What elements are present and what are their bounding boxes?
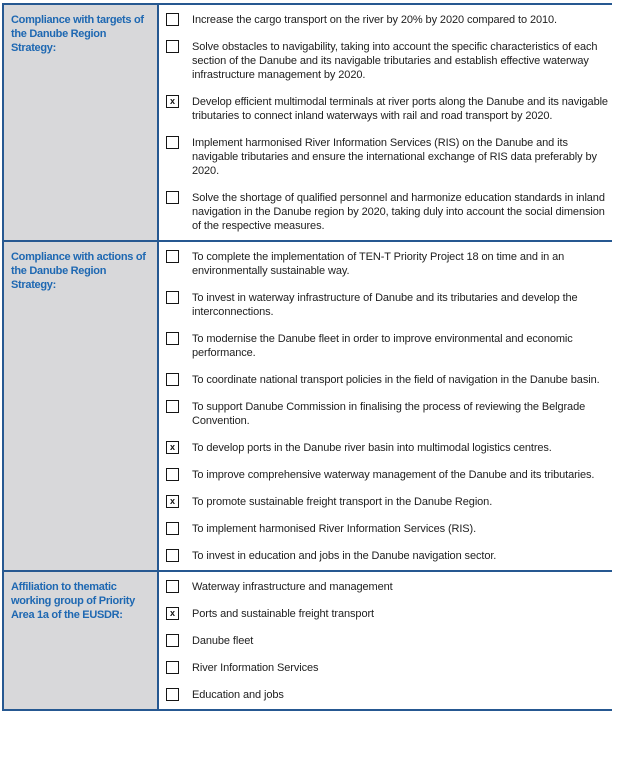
checkbox-checked[interactable] xyxy=(166,441,179,454)
checkbox-item-label: To invest in education and jobs in the Danube navigation sector. xyxy=(192,550,497,562)
checkbox-item-label: To coordinate national transport policies in the field of navigation in the Danube basin. xyxy=(192,374,600,386)
section-items xyxy=(159,5,614,240)
checkbox-item xyxy=(164,522,608,536)
checkbox-item-label: Solve obstacles to navigability, taking into account the specific characteristics of each section of the Danube and its navigable tributaries and establish effective waterway infrastructure management by 2020. xyxy=(192,41,598,81)
checkbox-item-label: To complete the implementation of TEN-T Priority Project 18 on time and in an environmentally sustainable way. xyxy=(192,251,565,277)
checkbox-checked[interactable] xyxy=(166,495,179,508)
checkbox-item xyxy=(164,688,608,702)
checkbox-unchecked[interactable] xyxy=(166,332,179,345)
checkbox-item-label: To implement harmonised River Information Services (RIS). xyxy=(192,523,477,535)
checkbox-item xyxy=(164,373,608,387)
checkbox-unchecked[interactable] xyxy=(166,373,179,386)
section-label: Compliance with targets of the Danube Region Strategy: xyxy=(4,5,159,240)
table-row xyxy=(4,5,610,240)
checkbox-item-label: To promote sustainable freight transport in the Danube Region. xyxy=(192,496,493,508)
checkbox-item xyxy=(164,634,608,648)
checkbox-item xyxy=(164,13,608,27)
checkbox-unchecked[interactable] xyxy=(166,13,179,26)
checkbox-unchecked[interactable] xyxy=(166,250,179,263)
checkbox-unchecked[interactable] xyxy=(166,522,179,535)
checkbox-unchecked[interactable] xyxy=(166,191,179,204)
checkbox-item xyxy=(164,95,608,123)
checkbox-unchecked[interactable] xyxy=(166,549,179,562)
checkbox-item-label: River Information Services xyxy=(192,662,319,674)
checkbox-unchecked[interactable] xyxy=(166,136,179,149)
table-row xyxy=(4,570,610,709)
checkbox-x-mark: x xyxy=(169,96,175,106)
checkbox-item xyxy=(164,441,608,455)
checkbox-item-label: To develop ports in the Danube river basin into multimodal logistics centres. xyxy=(192,442,552,454)
section-items xyxy=(159,242,614,570)
checkbox-item xyxy=(164,580,608,594)
checkbox-item-label: Education and jobs xyxy=(192,689,284,701)
checkbox-unchecked[interactable] xyxy=(166,40,179,53)
checkbox-item xyxy=(164,607,608,621)
checkbox-item xyxy=(164,40,608,82)
checkbox-item xyxy=(164,495,608,509)
checkbox-checked[interactable] xyxy=(166,607,179,620)
table-row xyxy=(4,240,610,570)
checkbox-item xyxy=(164,549,608,563)
checkbox-item-label: Danube fleet xyxy=(192,635,254,647)
checkbox-item xyxy=(164,661,608,675)
checkbox-item xyxy=(164,191,608,233)
checkbox-item-label: Implement harmonised River Information Services (RIS) on the Danube and its navigable tributaries and ensure the international exchange of RIS data preferably by 2020. xyxy=(192,137,597,177)
checkbox-x-mark: x xyxy=(169,442,175,452)
checkbox-item xyxy=(164,332,608,360)
checkbox-item-label: Develop efficient multimodal terminals at river ports along the Danube and its navigable tributaries to connect inland waterways with rail and road transport by 2020. xyxy=(192,96,608,122)
checkbox-item-label: Solve the shortage of qualified personnel and harmonize education standards in inland navigation in the Danube region by 2020, taking duly into account the social dimension of the respective measures. xyxy=(192,192,605,232)
checkbox-unchecked[interactable] xyxy=(166,291,179,304)
section-label: Affiliation to thematic working group of Priority Area 1a of the EUSDR: xyxy=(4,572,159,709)
checkbox-item-label: Waterway infrastructure and management xyxy=(192,581,393,593)
compliance-table xyxy=(2,3,612,711)
checkbox-x-mark: x xyxy=(169,496,175,506)
checkbox-item xyxy=(164,468,608,482)
checkbox-unchecked[interactable] xyxy=(166,634,179,647)
checkbox-item-label: Increase the cargo transport on the river by 20% by 2020 compared to 2010. xyxy=(192,14,557,26)
checkbox-item xyxy=(164,400,608,428)
section-items xyxy=(159,572,614,709)
checkbox-item-label: To invest in waterway infrastructure of Danube and its tributaries and develop the interconnections. xyxy=(192,292,578,318)
checkbox-item-label: To improve comprehensive waterway management of the Danube and its tributaries. xyxy=(192,469,595,481)
checkbox-item-label: Ports and sustainable freight transport xyxy=(192,608,374,620)
checkbox-item-label: To support Danube Commission in finalising the process of reviewing the Belgrade Convention. xyxy=(192,401,586,427)
section-label: Compliance with actions of the Danube Region Strategy: xyxy=(4,242,159,570)
checkbox-item xyxy=(164,136,608,178)
checkbox-item-label: To modernise the Danube fleet in order to improve environmental and economic performance. xyxy=(192,333,573,359)
checkbox-unchecked[interactable] xyxy=(166,468,179,481)
checkbox-unchecked[interactable] xyxy=(166,688,179,701)
checkbox-x-mark: x xyxy=(169,608,175,618)
checkbox-item xyxy=(164,291,608,319)
checkbox-unchecked[interactable] xyxy=(166,400,179,413)
checkbox-item xyxy=(164,250,608,278)
checkbox-unchecked[interactable] xyxy=(166,580,179,593)
checkbox-unchecked[interactable] xyxy=(166,661,179,674)
checkbox-checked[interactable] xyxy=(166,95,179,108)
